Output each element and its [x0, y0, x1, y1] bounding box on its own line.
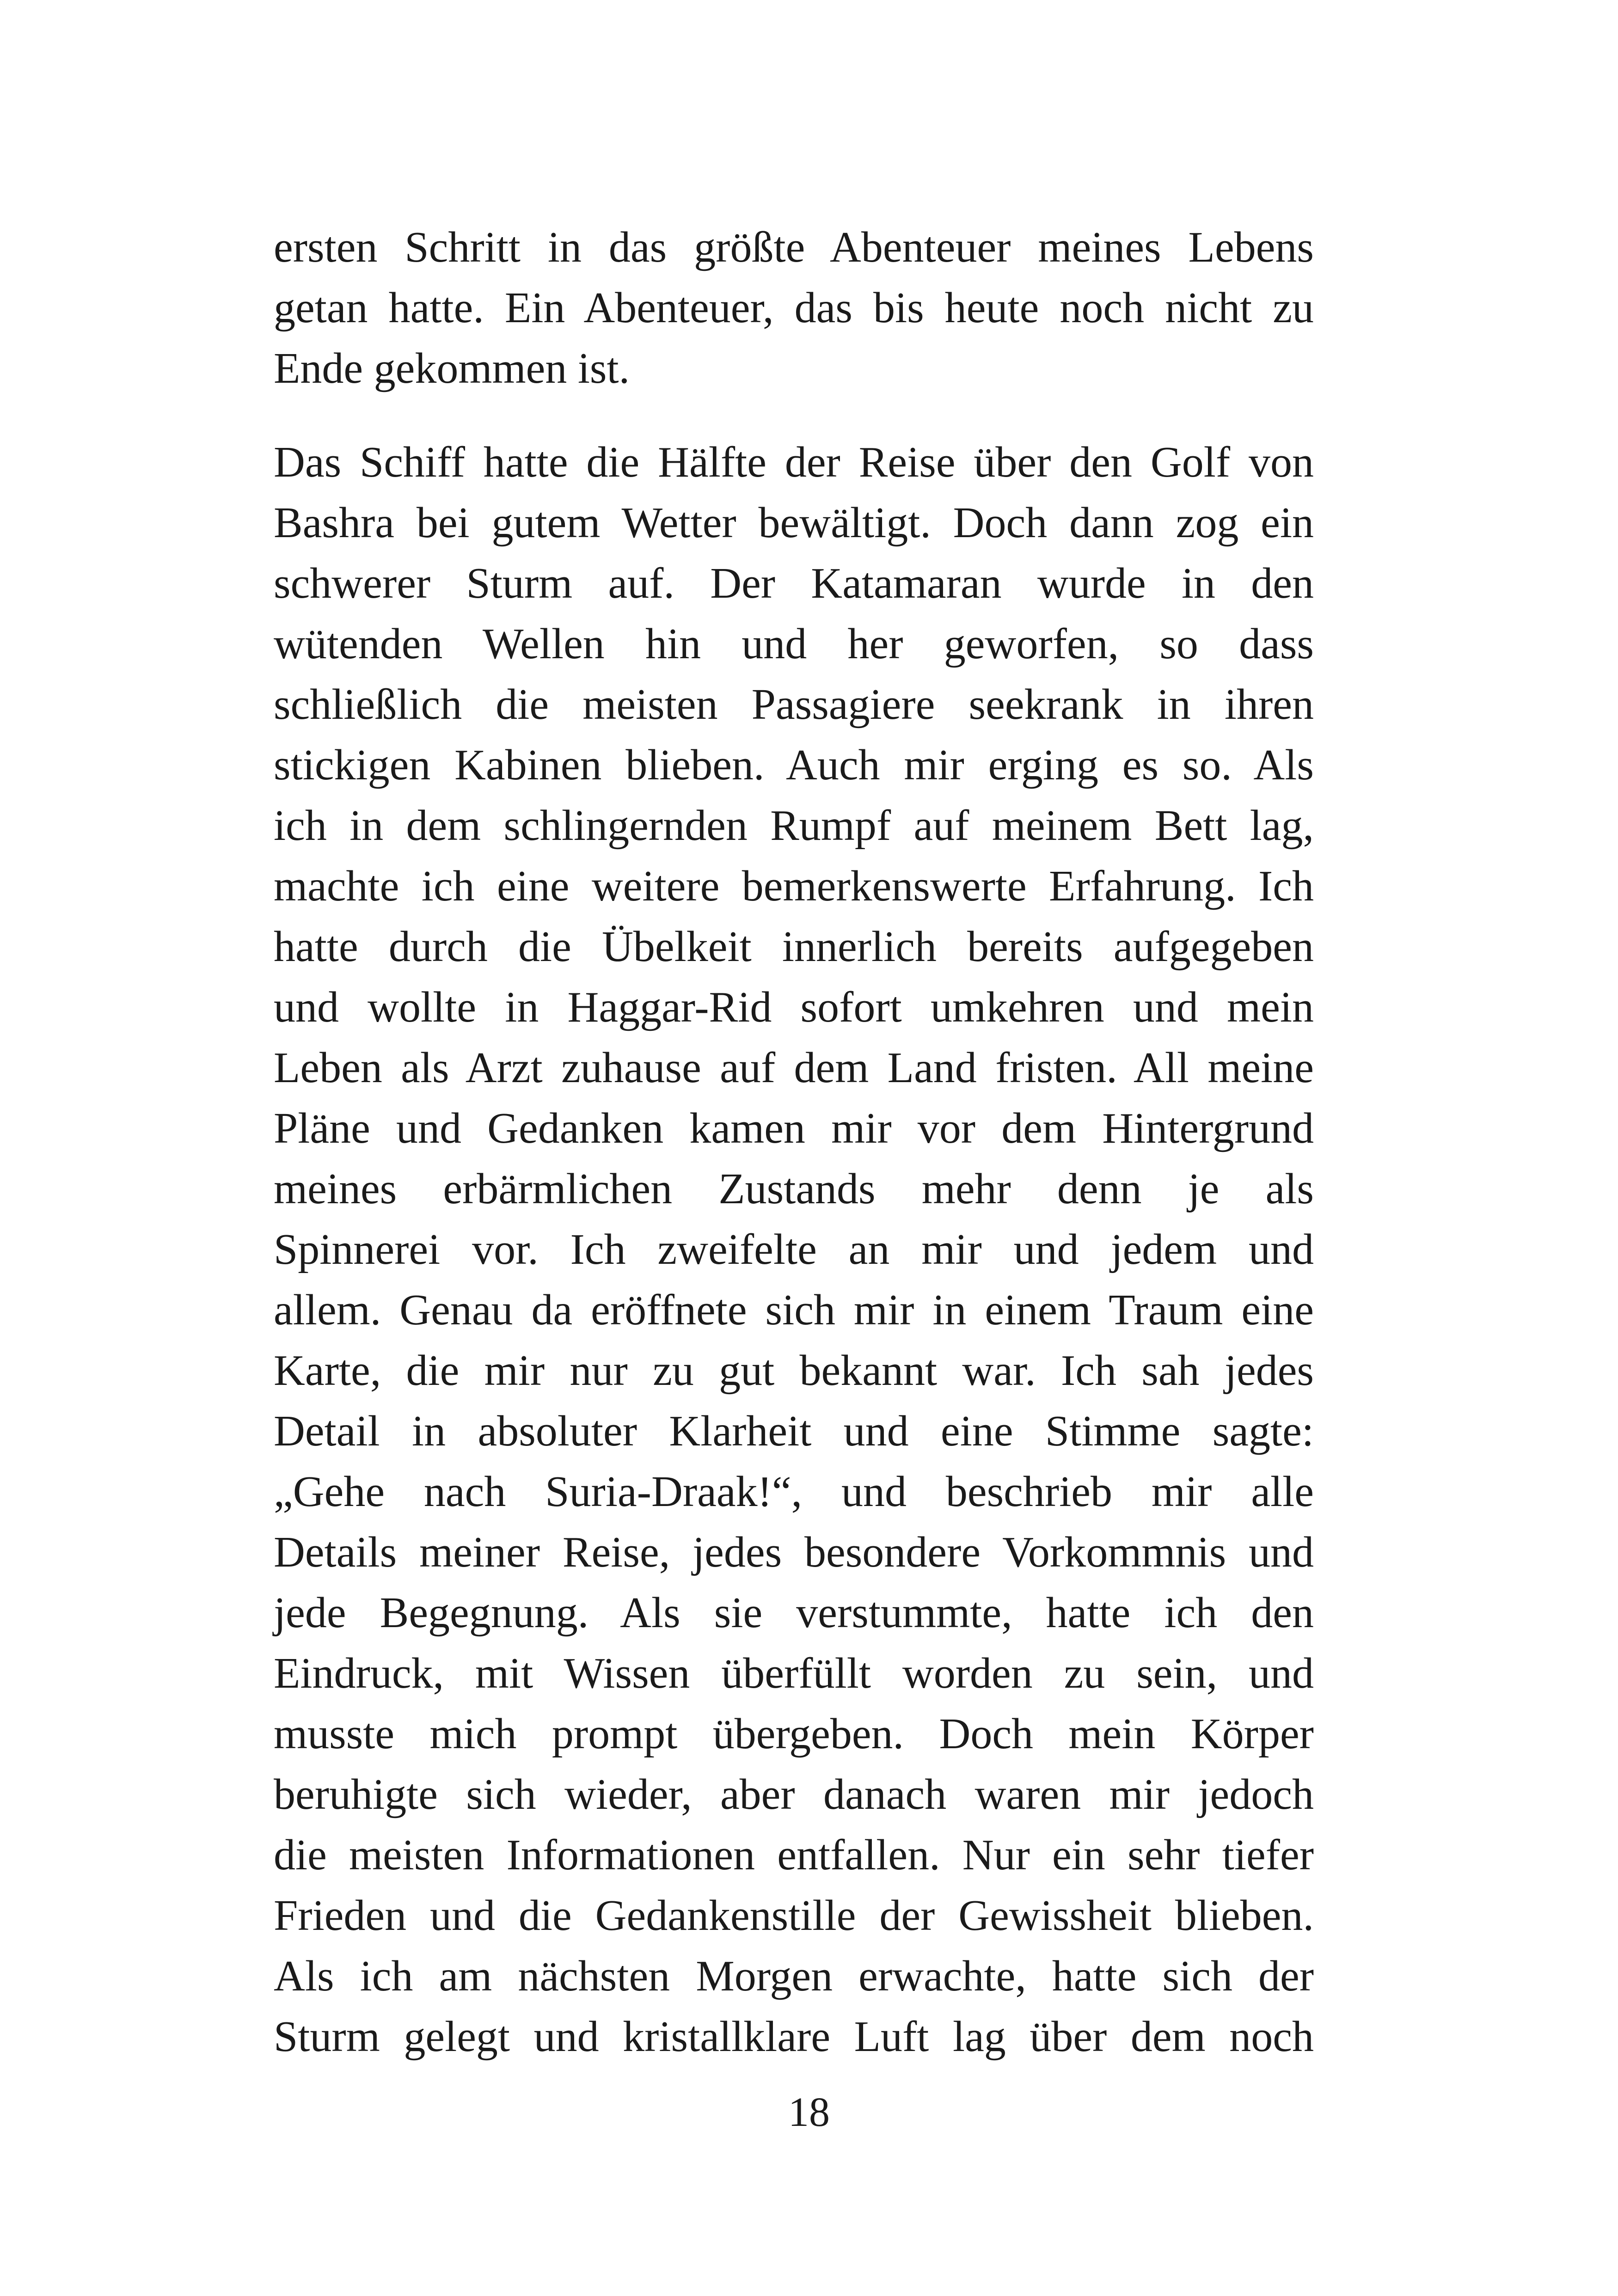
text-line: Bashra bei gutem Wetter bewältigt. Doch dann zog ein	[274, 499, 1314, 547]
text-line: Spinnerei vor. Ich zweifelte an mir und jedem und	[274, 1225, 1314, 1274]
text-line: schwerer Sturm auf. Der Katamaran wurde in den	[274, 559, 1314, 607]
text-line: beruhigte sich wieder, aber danach waren mir jedoch	[274, 1770, 1314, 1818]
text-line: ersten Schritt in das größte Abenteuer meines Lebens	[274, 223, 1314, 271]
text-line: Pläne und Gedanken kamen mir vor dem Hintergrund	[274, 1104, 1314, 1152]
text-line: Leben als Arzt zuhause auf dem Land fristen. All meine	[274, 1044, 1314, 1092]
text-line: meines erbärmlichen Zustands mehr denn je als	[274, 1165, 1314, 1213]
text-line: getan hatte. Ein Abenteuer, das bis heute noch nicht zu	[274, 284, 1314, 332]
text-line: jede Begegnung. Als sie verstummte, hatte ich den	[274, 1589, 1314, 1637]
text-line: Sturm gelegt und kristallklare Luft lag über dem noch	[274, 2013, 1314, 2061]
paragraph-spacer	[274, 399, 1314, 432]
paragraph	[274, 217, 1314, 399]
text-line: Eindruck, mit Wissen überfüllt worden zu sein, und	[274, 1649, 1314, 1697]
text-line: Detail in absoluter Klarheit und eine Stimme sagte:	[274, 1407, 1314, 1455]
text-line: wütenden Wellen hin und her geworfen, so dass	[274, 620, 1314, 668]
text-line: musste mich prompt übergeben. Doch mein Körper	[274, 1710, 1314, 1758]
text-line: machte ich eine weitere bemerkenswerte Erfahrung. Ich	[274, 862, 1314, 910]
text-line: Frieden und die Gedankenstille der Gewissheit blieben.	[274, 1892, 1314, 1940]
text-line: Das Schiff hatte die Hälfte der Reise über den Golf von	[274, 438, 1314, 486]
page-number: 18	[788, 2089, 830, 2135]
text-line: „Gehe nach Suria-Draak!“, und beschrieb mir alle	[274, 1468, 1314, 1516]
text-line: hatte durch die Übelkeit innerlich bereits aufgegeben	[274, 923, 1314, 971]
text-line: schließlich die meisten Passagiere seekrank in ihren	[274, 680, 1314, 729]
text-line: und wollte in Haggar-Rid sofort umkehren und mein	[274, 983, 1314, 1031]
text-line: Ende gekommen ist.	[274, 344, 630, 392]
text-line: Als ich am nächsten Morgen erwachte, hatte sich der	[274, 1952, 1314, 2000]
text-line: stickigen Kabinen blieben. Auch mir erging es so. Als	[274, 741, 1314, 789]
text-line: die meisten Informationen entfallen. Nur ein sehr tiefer	[274, 1831, 1314, 1879]
text-line: Karte, die mir nur zu gut bekannt war. Ich sah jedes	[274, 1347, 1314, 1395]
text-line: ich in dem schlingernden Rumpf auf meinem Bett lag,	[274, 802, 1314, 850]
body-text	[274, 217, 1314, 2067]
paragraph	[274, 432, 1314, 2067]
text-line: Details meiner Reise, jedes besondere Vorkommnis und	[274, 1528, 1314, 1576]
text-line: allem. Genau da eröffnete sich mir in einem Traum eine	[274, 1286, 1314, 1334]
